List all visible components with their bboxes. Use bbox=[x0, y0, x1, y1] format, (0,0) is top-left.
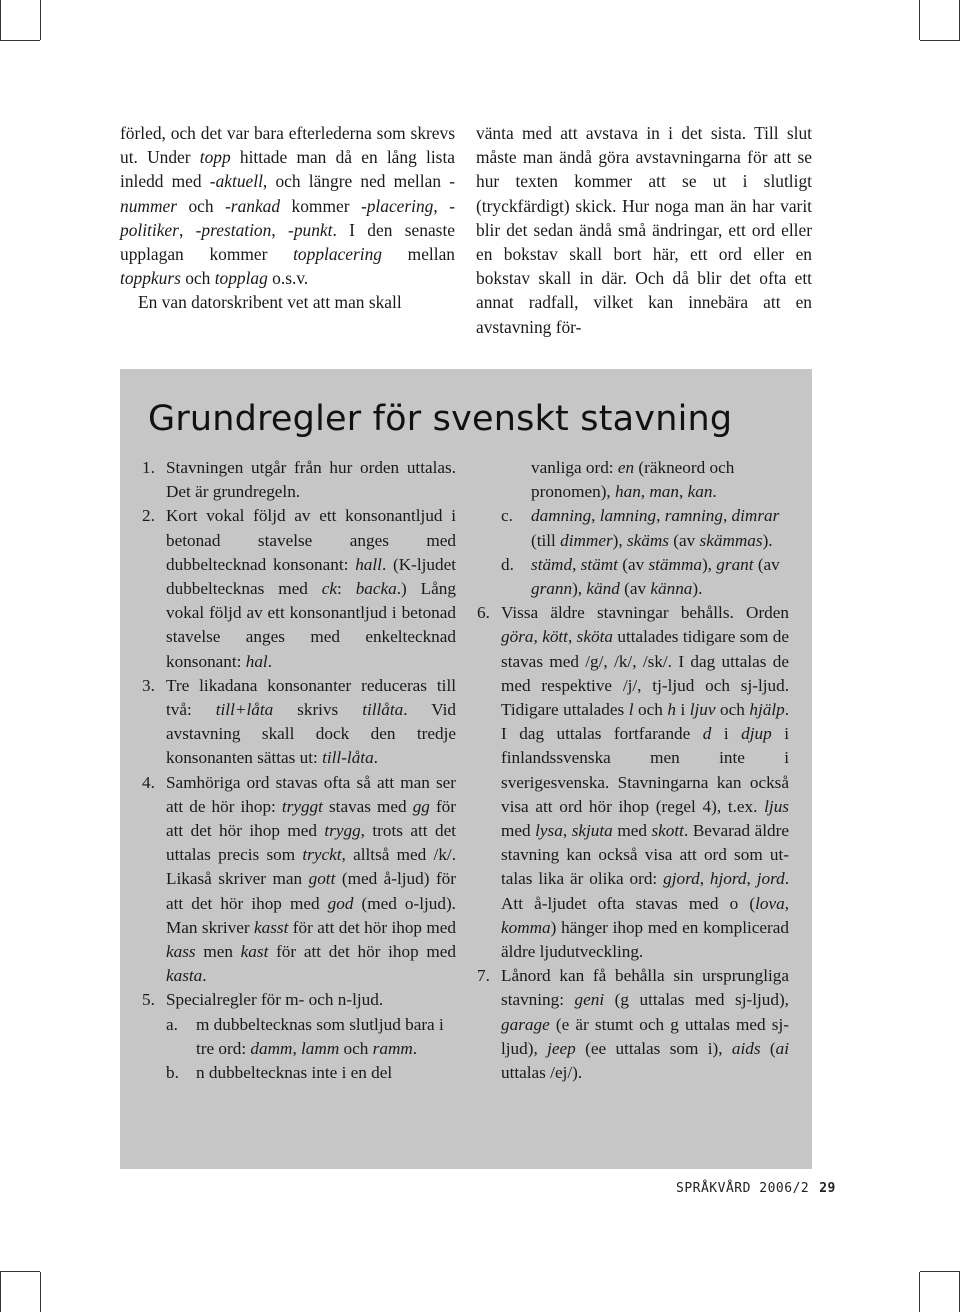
rules-box bbox=[120, 369, 812, 1169]
paragraph: förled, och det var bara efterlederna som skrevs ut. Under topp hittade man då en lång lista inledd med -aktuell, och längre ned mellan -nummer och -rankad kommer -placering, -politiker, -prestation, -punkt. I den senaste upplagan kommer topplacering mellan toppkurs och topplag o.s.v. bbox=[120, 123, 455, 289]
page-footer bbox=[676, 1181, 836, 1196]
rule-text: Samhöriga ord stavas ofta så att man ser att de hör ihop: tryggt stavas med gg för att det hör ihop med trygg, trots att det uttalas precis som tryckt, alltså med /k/. Likaså skriver man gott (med å-ljud) för att det hör ihop med god (med o-ljud). Man skriver kasst för att det hör ihop med kass men kast för att det hör ihop med kasta. bbox=[166, 772, 457, 986]
crop-mark bbox=[919, 0, 920, 40]
rule-number: 4. bbox=[142, 772, 155, 792]
rule-number: 1. bbox=[142, 458, 155, 477]
rule-item bbox=[142, 456, 456, 504]
box-title: Grundregler för svenskt stavning bbox=[148, 399, 733, 439]
page-number: 29 bbox=[819, 1181, 836, 1196]
paragraph: vänta med att avstava in i det sista. Till slut måste man ändå göra avstavningarna för att se hur texten kommer att se ut i slutligt (tryckfärdigt) skick. Hur noga man än har varit blir det sedan ändå små ändringar, ett ord eller en bokstav skall bort här, ett ord eller en bokstav skall in där. Och då blir det ofta ett annat radfall, vilket kan innebära att en avstavning för- bbox=[476, 123, 812, 337]
sub-rule-letter: c. bbox=[501, 506, 513, 526]
sub-rule-text: stämd, stämt (av stämma), grant (av grann), känd (av känna). bbox=[531, 554, 780, 599]
rules-column-left bbox=[142, 456, 456, 1085]
crop-mark bbox=[40, 1272, 41, 1312]
rule-text: Tre likadana konsonanter reduceras till två: till+låta skrivs tillåta. Vid avstavning skall dock den tredje konsonanten sättas ut: till-låta. bbox=[166, 675, 456, 768]
rule-item bbox=[142, 988, 456, 1012]
crop-mark bbox=[40, 0, 41, 40]
rule-number: 2. bbox=[142, 506, 155, 526]
crop-mark bbox=[920, 40, 960, 41]
left-text-column bbox=[120, 121, 455, 315]
rule-number: 6. bbox=[477, 603, 490, 623]
sub-rule-item bbox=[501, 504, 789, 552]
sub-rule-item bbox=[501, 553, 789, 601]
crop-mark bbox=[920, 1271, 960, 1272]
sub-rule-letter: b. bbox=[166, 1063, 179, 1083]
journal-issue: SPRÅKVÅRD 2006/2 bbox=[676, 1181, 810, 1196]
crop-mark bbox=[0, 1272, 1, 1312]
sub-rule-text: n dubbeltecknas inte i en del bbox=[196, 1063, 393, 1083]
rule-number: 7. bbox=[477, 966, 490, 986]
sub-rule-continuation: vanliga ord: en (räkneord och pronomen), han, man, kan. bbox=[531, 458, 735, 502]
crop-mark bbox=[0, 1271, 40, 1272]
rule-item bbox=[477, 964, 789, 1085]
right-text-column bbox=[476, 121, 812, 339]
rule-item bbox=[142, 504, 456, 673]
rule-text: Vissa äldre stavningar behålls. Orden göra, kött, sköta uttalades tidigare som de stavas med /g/, /k/, /sk/. I dag uttalas de med respektive /j/, tj-ljud och sj-ljud. Tidigare uttalades l och h i ljuv och hjälp. I dag uttalas fortfarande d i djup i finlandssvenska men inte i sverigesvenska. Stavningarna kan också visa att ord hör ihop (regel 4), t.ex. ljus med lysa, skjuta med skott. Bevarad äldre stavning kan också visa att ord som uttalas lika är olika ord: gjord, hjord, jord. Att å-ljudet ofta stavas med o (lova, komma) hänger ihop med en komplicerad äldre ljudutveckling. bbox=[501, 603, 790, 962]
sub-rule-item bbox=[166, 1013, 456, 1061]
crop-mark bbox=[0, 40, 40, 41]
sub-rule-item bbox=[166, 1061, 456, 1085]
sub-rule-text: m dubbeltecknas som slutljud bara i tre ord: damm, lamm och ramm. bbox=[196, 1014, 444, 1058]
rules-column-right bbox=[477, 456, 789, 1085]
rule-text: Kort vokal följd av ett konsonantljud i betonad stavelse anges med dubbeltecknad konsonant: hall. (K-ljudet dubbeltecknas med ck: backa.) Lång vokal följd av ett konsonantljud i betonad stavelse anges med enkeltecknad konsonant: hal. bbox=[166, 506, 456, 671]
paragraph: En van datorskribent vet att man skall bbox=[138, 292, 402, 313]
rule-item bbox=[477, 601, 789, 964]
rule-number: 5. bbox=[142, 990, 155, 1010]
rule-item bbox=[142, 771, 456, 989]
rule-text: Specialregler för m- och n-ljud. bbox=[166, 990, 384, 1010]
sub-rule-letter: a. bbox=[166, 1014, 178, 1034]
rule-item bbox=[142, 674, 456, 771]
sub-rule-letter: d. bbox=[501, 554, 514, 574]
rule-number: 3. bbox=[142, 675, 155, 695]
rule-text: Lånord kan få behålla sin ursprungliga stavning: geni (g uttalas med sj-ljud), garage (e är stumt och g uttalas med sj-ljud), jeep (ee uttalas som i), aids (ai uttalas /ej/). bbox=[501, 966, 789, 1083]
sub-rule-text: damning, lamning, ramning, dimrar (till dimmer), skäms (av skämmas). bbox=[531, 506, 780, 550]
rule-text: Stavningen utgår från hur orden uttalas. Det är grundregeln. bbox=[166, 458, 456, 502]
crop-mark bbox=[0, 0, 1, 40]
crop-mark bbox=[919, 1272, 920, 1312]
